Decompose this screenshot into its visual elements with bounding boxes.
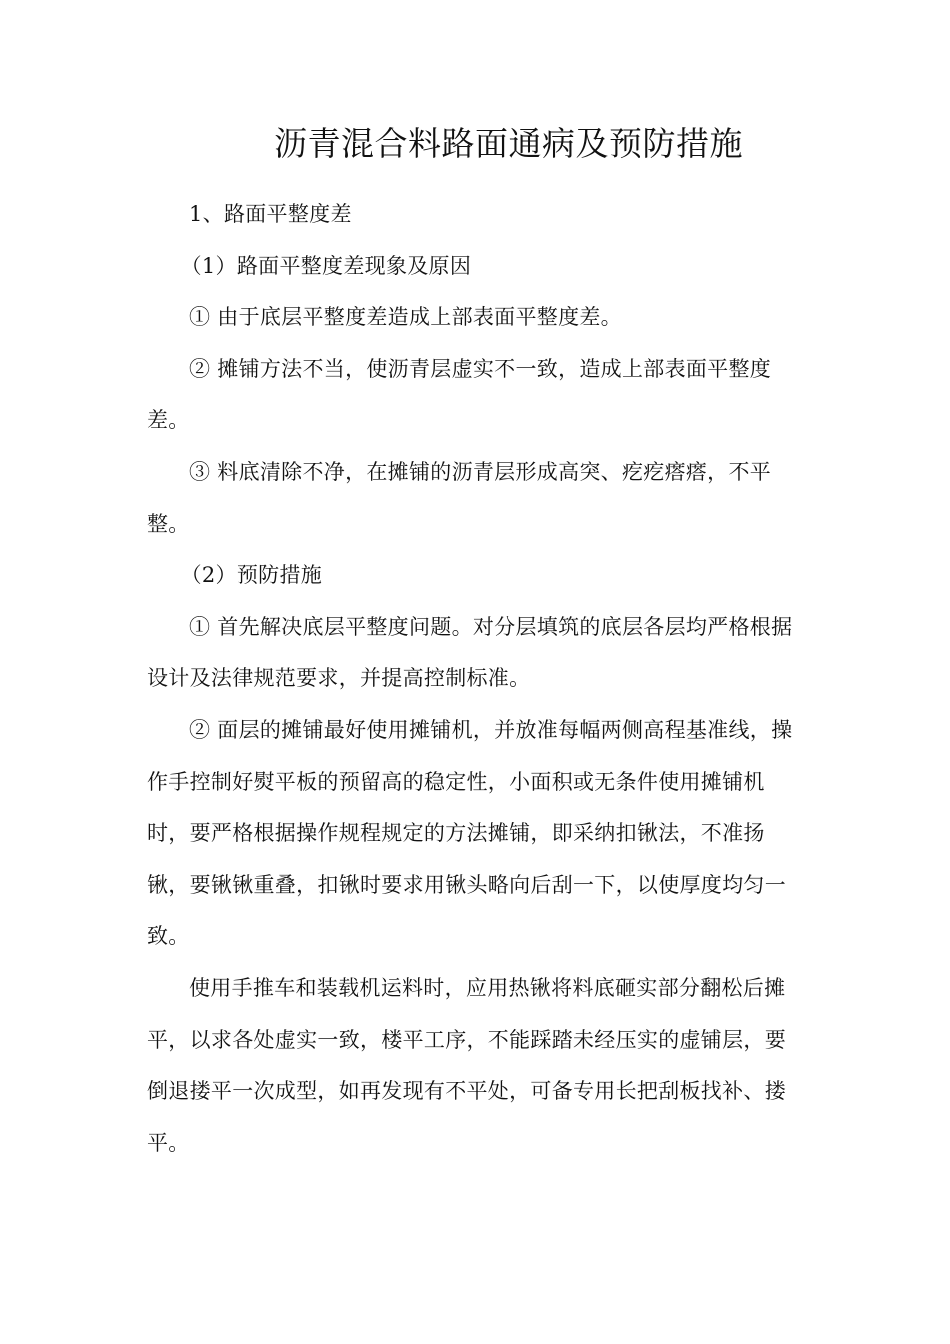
document-title: 沥青混合料路面通病及预防措施	[274, 124, 743, 163]
subsection-heading: （2）预防措施	[180, 563, 323, 588]
section-heading: 1、路面平整度差	[189, 202, 352, 226]
measure-item: ② 面层的摊铺最好使用摊铺机，并放准每幅两侧高程基准线，操作手控制好熨平板的预留高的稳定性，小面积或无条件使用摊铺机时，要严格根据操作规程规定的方法摊铺，即采纳扣锹法，不准扬锹，要锹锹重叠，扣锹时要求用锹头略向后刮一下，以使厚度均匀一致。	[147, 717, 793, 949]
cause-item: ③ 料底清除不净，在摊铺的沥青层形成高突、疙疙瘩瘩，不平整。	[147, 459, 772, 536]
document-body	[147, 189, 802, 1169]
body-paragraph: 使用手推车和装载机运料时，应用热锹将料底砸实部分翻松后摊平，以求各处虚实一致，楼平工序，不能踩踏未经压实的虚铺层，要倒退搂平一次成型，如再发现有不平处，可备专用长把刮板找补、搂平。	[147, 975, 786, 1155]
measure-item: ① 首先解决底层平整度问题。对分层填筑的底层各层均严格根据设计及法律规范要求，并提高控制标准。	[147, 614, 793, 691]
cause-item: ② 摊铺方法不当，使沥青层虚实不一致，造成上部表面平整度差。	[147, 356, 772, 433]
subsection-heading: （1）路面平整度差现象及原因	[180, 253, 472, 278]
cause-item: ① 由于底层平整度差造成上部表面平整度差。	[189, 305, 622, 330]
